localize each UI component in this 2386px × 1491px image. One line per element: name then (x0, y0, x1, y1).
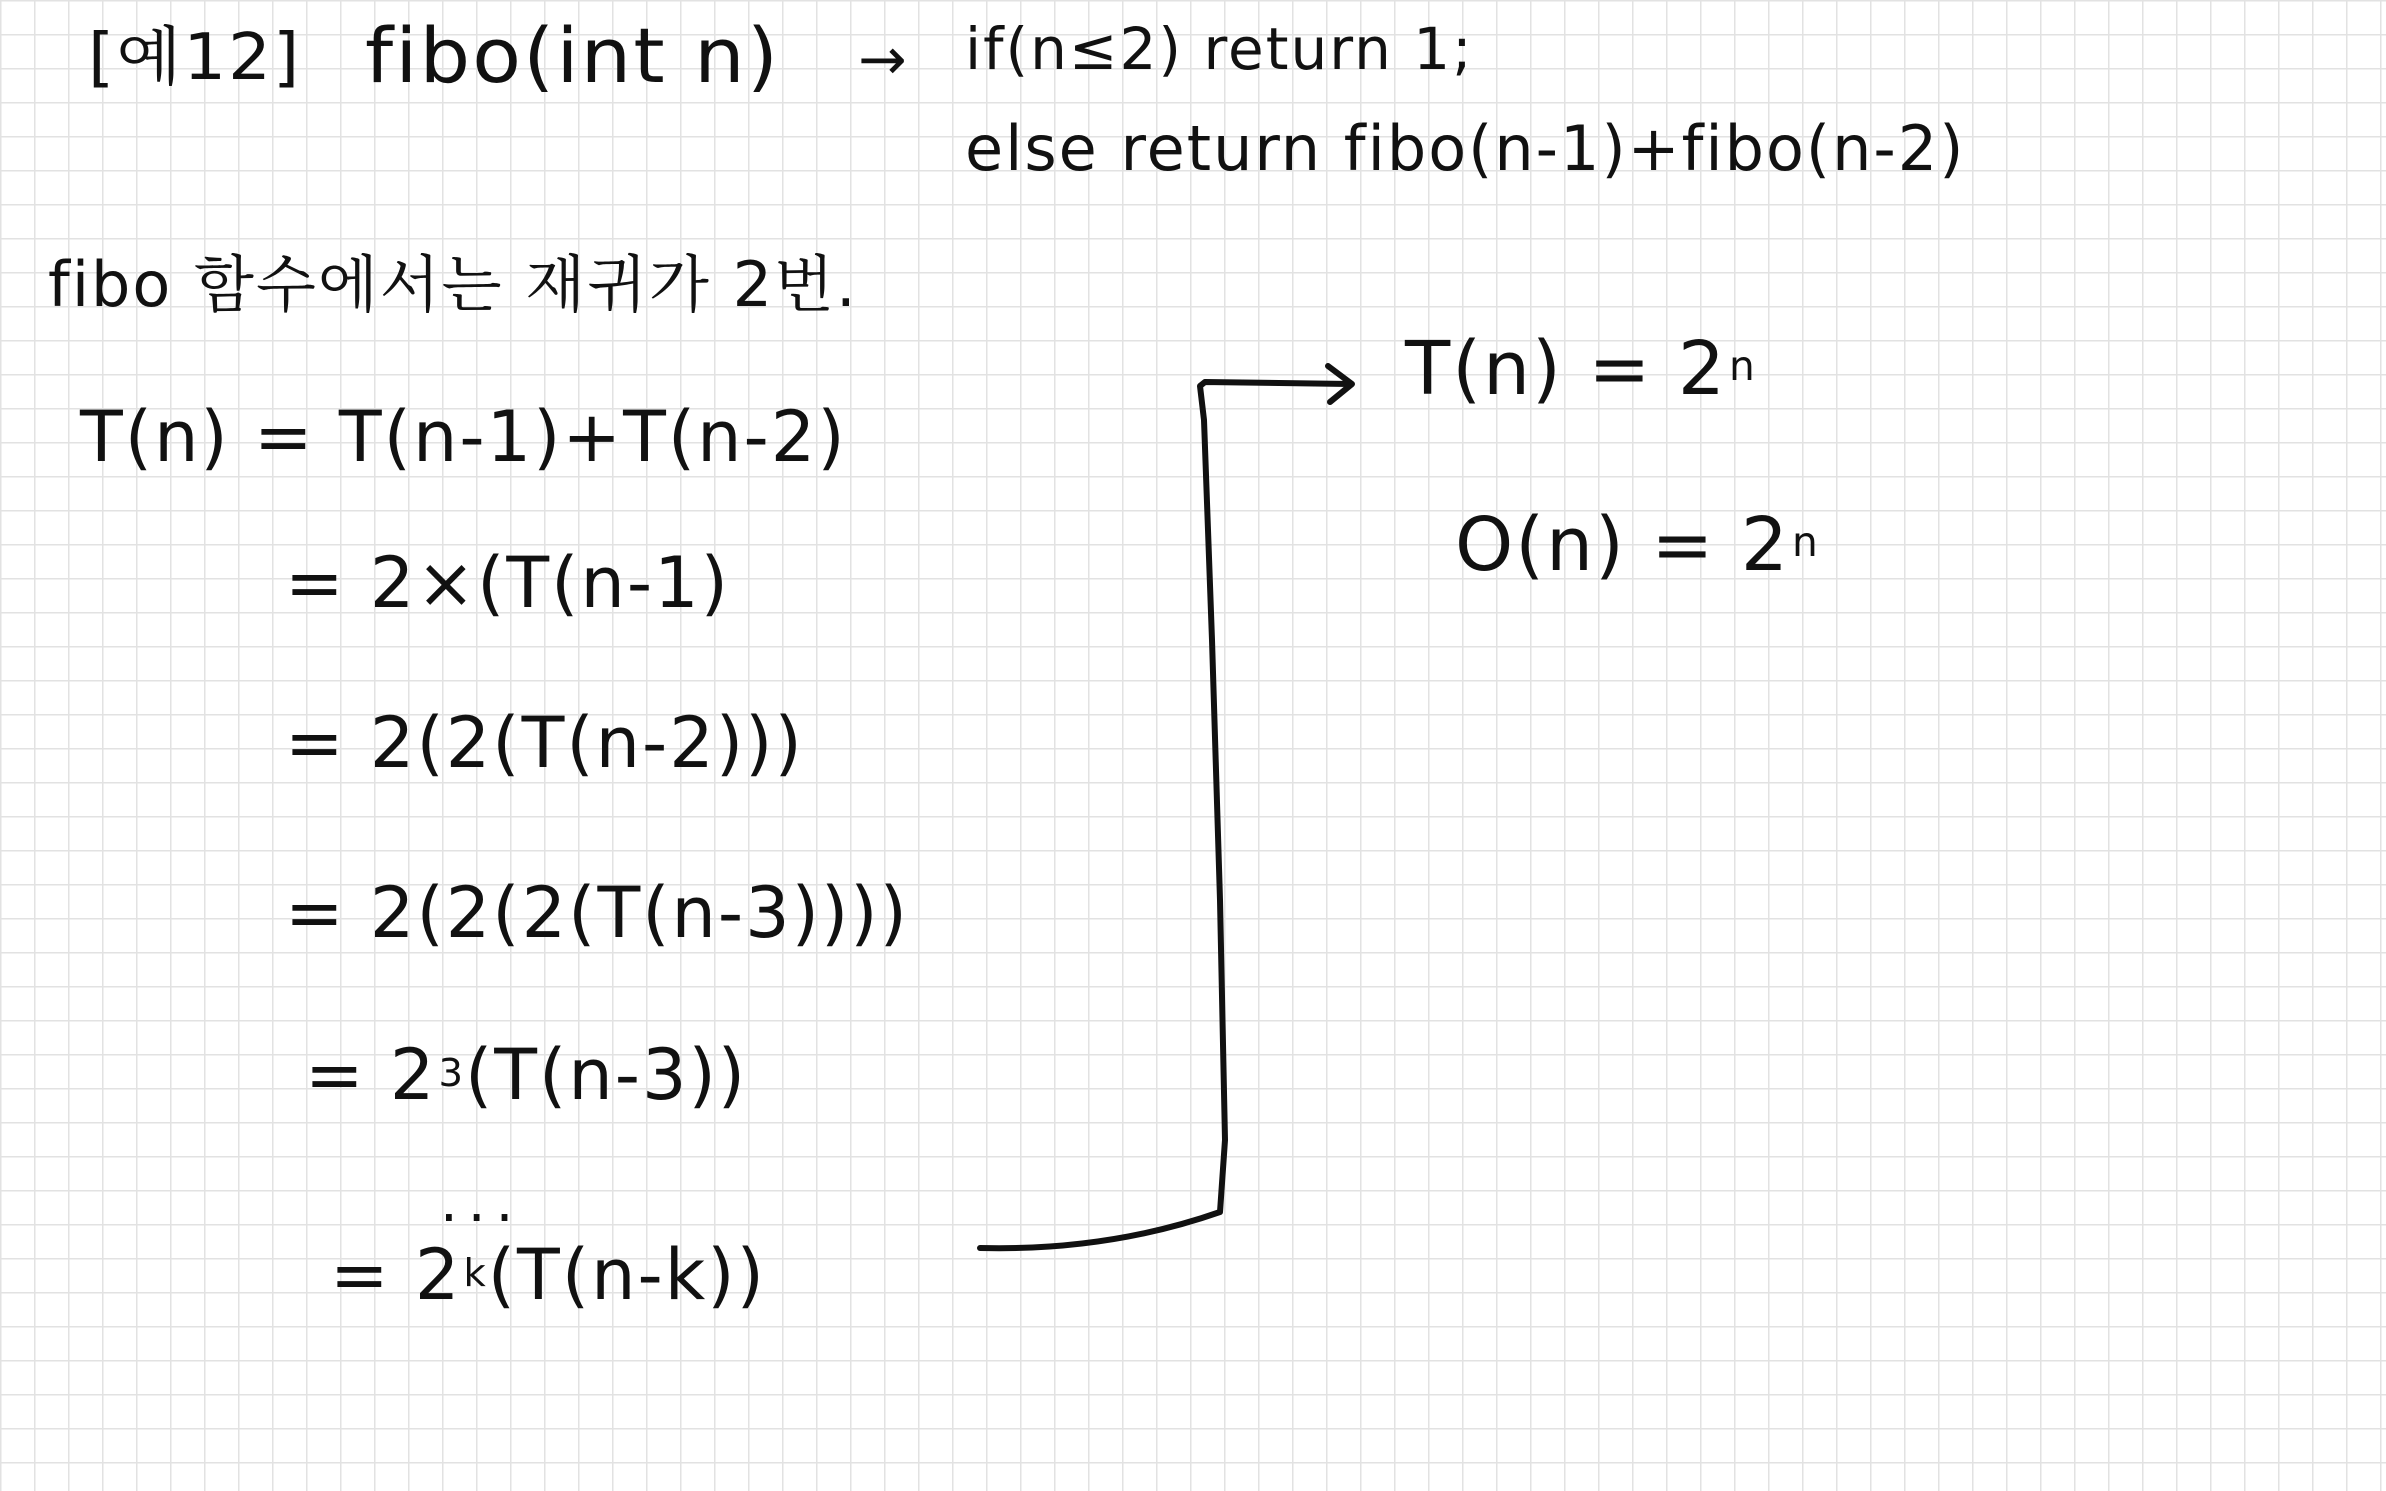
exponent-k: k (463, 1250, 488, 1296)
result-t-exponent: n (1728, 341, 1757, 390)
arrow-symbol: → (858, 25, 909, 93)
ellipsis: ... (440, 1170, 524, 1235)
derivation-line-1: T(n) = T(n-1)+T(n-2) (80, 396, 847, 478)
function-signature: fibo(int n) (365, 11, 781, 100)
bracket-path (980, 382, 1350, 1248)
result-t-base: T(n) = 2 (1405, 326, 1727, 412)
result-o-base: O(n) = 2 (1455, 502, 1791, 588)
derivation-line-5 (305, 1034, 748, 1116)
derivation-line-5-rest: (T(n-3)) (464, 1034, 748, 1116)
derivation-line-6-base: = 2 (330, 1234, 462, 1316)
derivation-line-6-rest: (T(n-k)) (487, 1234, 766, 1316)
derivation-line-3: = 2(2(T(n-2))) (285, 702, 804, 784)
derivation-line-4: = 2(2(2(T(n-3)))) (285, 872, 909, 954)
derivation-line-2: = 2×(T(n-1) (285, 542, 730, 624)
arrow-head (1328, 366, 1352, 402)
result-o (1455, 502, 1820, 588)
code-line-else: else return fibo(n-1)+fibo(n-2) (965, 112, 1966, 185)
korean-note: fibo 함수에서는 재귀가 2번. (48, 248, 858, 321)
derivation-line-6 (330, 1234, 766, 1316)
result-o-exponent: n (1792, 517, 1820, 566)
example-label: [예12] (88, 21, 302, 95)
exponent-3: 3 (438, 1050, 465, 1096)
result-t (1405, 326, 1757, 412)
code-line-if: if(n≤2) return 1; (965, 15, 1474, 83)
derivation-line-5-base: = 2 (305, 1034, 437, 1116)
